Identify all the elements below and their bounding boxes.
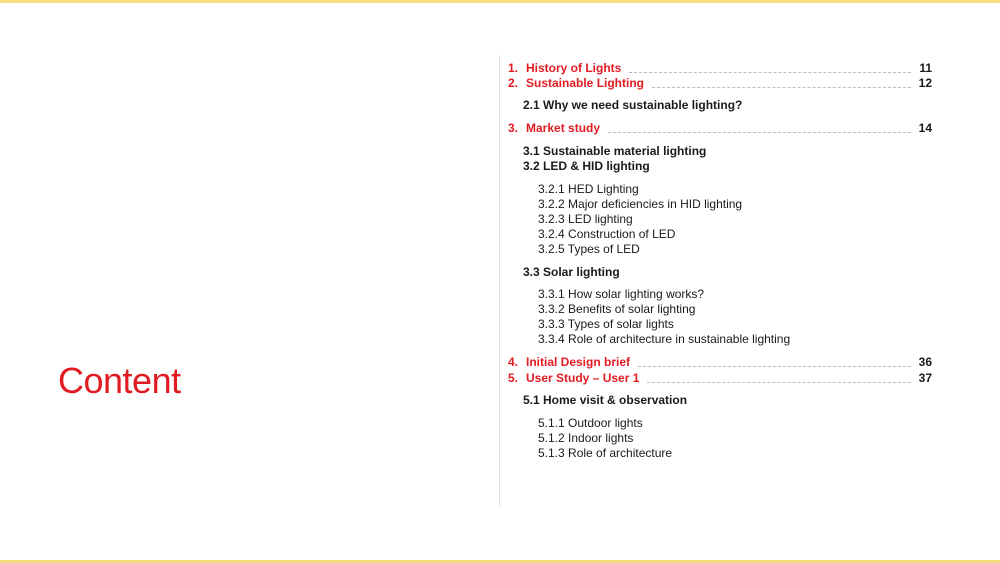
toc-page-number: 12 xyxy=(918,76,932,90)
toc-label: Initial Design brief xyxy=(526,355,631,369)
toc-item-3-2-3[interactable]: 3.2.3 LED lighting xyxy=(538,212,633,226)
toc-label: Sustainable Lighting xyxy=(526,76,645,90)
toc-subsection-3-3[interactable]: 3.3 Solar lighting xyxy=(523,265,620,279)
toc-number: 1. xyxy=(508,61,519,75)
toc-item-3-2-1[interactable]: 3.2.1 HED Lighting xyxy=(538,182,639,196)
toc-leader xyxy=(647,381,910,383)
toc-item-5-1-2[interactable]: 5.1.2 Indoor lights xyxy=(538,431,634,445)
toc-number: 2. xyxy=(508,76,519,90)
toc-label: History of Lights xyxy=(526,61,622,75)
toc-item-3-2-2[interactable]: 3.2.2 Major deficiencies in HID lighting xyxy=(538,197,743,211)
toc-leader xyxy=(652,86,911,88)
toc-label: User Study – User 1 xyxy=(526,371,640,385)
toc-number: 5. xyxy=(508,371,519,385)
toc-subsection-2-1[interactable]: 2.1 Why we need sustainable lighting? xyxy=(523,98,743,112)
toc-leader xyxy=(638,365,911,367)
toc-section-3[interactable] xyxy=(508,121,932,136)
toc-section-1[interactable] xyxy=(508,61,932,76)
toc-page-number: 36 xyxy=(918,355,932,369)
toc-label: Market study xyxy=(526,121,601,135)
toc-item-5-1-1[interactable]: 5.1.1 Outdoor lights xyxy=(538,416,643,430)
toc-section-4[interactable] xyxy=(508,355,932,370)
toc-leader xyxy=(608,131,911,133)
page-title: Content xyxy=(58,360,181,401)
toc-number: 4. xyxy=(508,355,519,369)
toc-item-3-2-5[interactable]: 3.2.5 Types of LED xyxy=(538,242,640,256)
toc-item-3-3-3[interactable]: 3.3.3 Types of solar lights xyxy=(538,317,674,331)
toc-subsection-3-1[interactable]: 3.1 Sustainable material lighting xyxy=(523,144,707,158)
toc-number: 3. xyxy=(508,121,519,135)
toc-subsection-5-1[interactable]: 5.1 Home visit & observation xyxy=(523,393,688,407)
toc-item-3-3-2[interactable]: 3.3.2 Benefits of solar lighting xyxy=(538,302,696,316)
toc-item-3-3-4[interactable]: 3.3.4 Role of architecture in sustainable lighting xyxy=(538,332,791,346)
toc-item-3-2-4[interactable]: 3.2.4 Construction of LED xyxy=(538,227,676,241)
toc-section-2[interactable] xyxy=(508,76,932,91)
toc-subsection-3-2[interactable]: 3.2 LED & HID lighting xyxy=(523,159,650,173)
toc-page-number: 11 xyxy=(919,61,932,75)
toc-item-3-3-1[interactable]: 3.3.1 How solar lighting works? xyxy=(538,287,705,301)
toc-item-5-1-3[interactable]: 5.1.3 Role of architecture xyxy=(538,446,673,460)
toc-page-number: 14 xyxy=(918,121,932,135)
toc-section-5[interactable] xyxy=(508,371,932,386)
toc-page-number: 37 xyxy=(918,371,932,385)
toc-leader xyxy=(629,71,911,73)
